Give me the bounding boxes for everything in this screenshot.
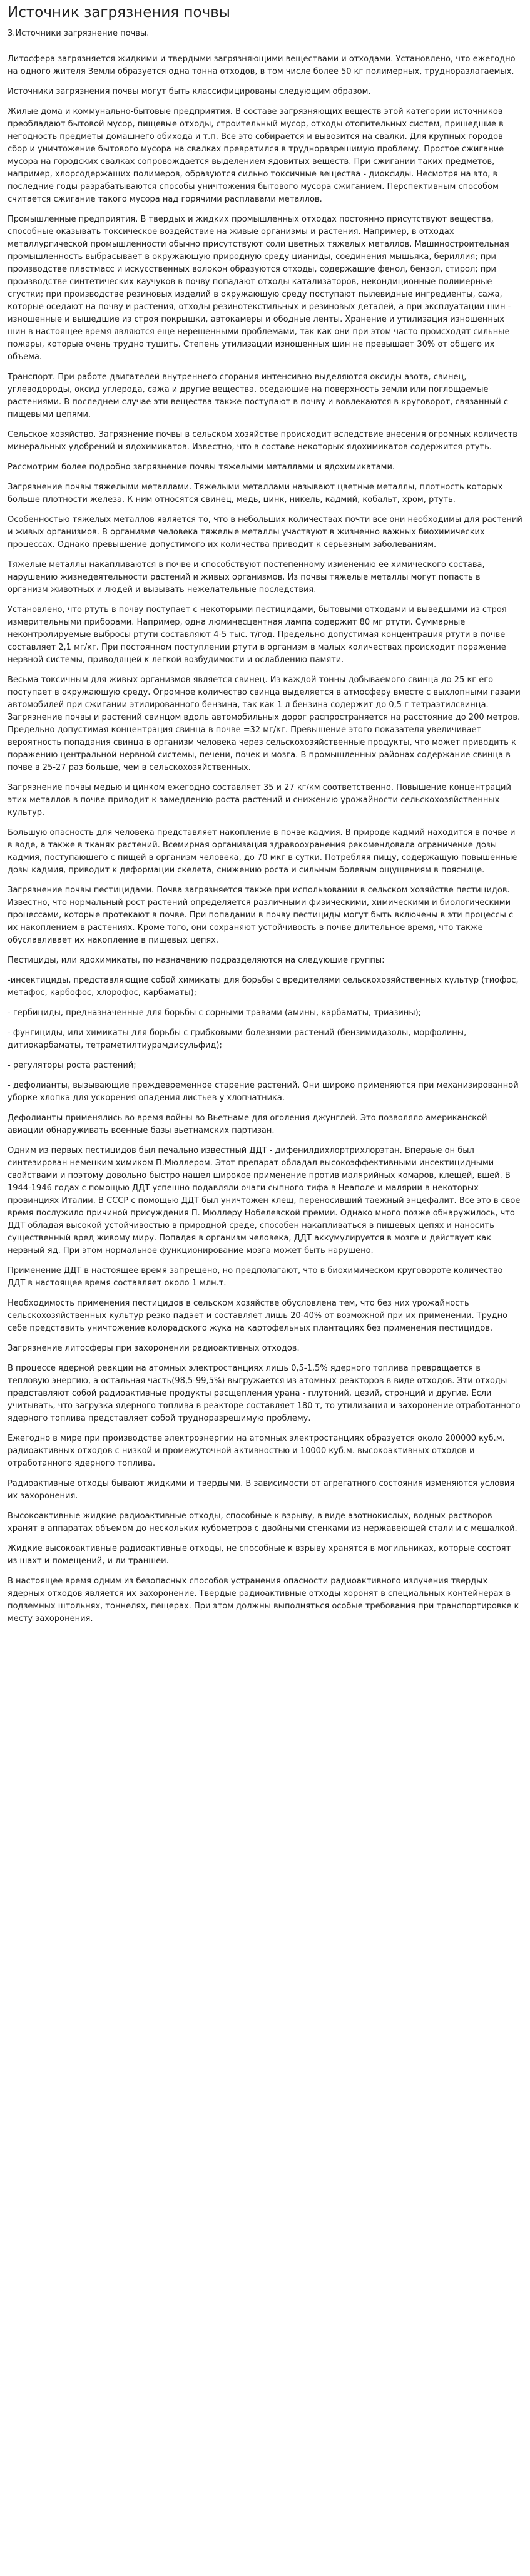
paragraph: Загрязнение литосферы при захоронении радиоактивных отходов. <box>8 1344 300 1353</box>
paragraph: Загрязнение почвы медью и цинком ежегодно составляет 35 и 27 кг/км соответственно. Повышение концентраций этих металлов в почве приводит к замедлению роста растений и снижению урожайности сельскохозяйственных культур. <box>8 783 511 817</box>
paragraph: Загрязнение почвы пестицидами. Почва загрязняется также при использовании в сельском хозяйстве пестицидов. Известно, что нормальный рост растений определяется различными физическими, химическими и биологическими процессами, которые протекают в почве. При попадании в почву пестициды могут быть включены в эти процессы с их накоплением в растениях. Кроме того, они сохраняют устойчивость в почве длительное время, что также обуславливает их накопление в пищевых цепях. <box>8 886 514 945</box>
paragraph: Пестициды, или ядохимикаты, по назначению подразделяются на следующие группы: <box>8 956 385 965</box>
paragraph: Транспорт. При работе двигателей внутреннего сгорания интенсивно выделяются оксиды азота, свинец, углеводороды, оксид углерода, сажа и другие вещества, оседающие на поверхность земли или поглощаемые растениями. В последнем случае эти вещества также поступают в почву и вовлекаются в круговорот, связанный с пищевыми цепями. <box>8 372 508 419</box>
list-item: -инсектициды, представляющие собой химикаты для борьбы с вредителями сельскохозяйственных культур (тиофос, метафос, карбофос, хлорофос, карбаматы); <box>8 976 519 998</box>
paragraph: Сельское хозяйство. Загрязнение почвы в сельском хозяйстве происходит вследствие внесения огромных количеств минеральных удобрений и ядохимикатов. Известно, что в составе некоторых ядохимикатов содержится ртуть. <box>8 430 517 452</box>
paragraph: Дефолианты применялись во время войны во Вьетнаме для оголения джунглей. Это позволяло американской авиации обнаруживать военные базы вьетнамских партизан. <box>8 1113 487 1135</box>
section-subtitle: 3.Источники загрязнение почвы. <box>8 29 150 38</box>
paragraph: В настоящее время одним из безопасных способов устранения опасности радиоактивного излучения твердых ядерных отходов является их захоронение. Твердые радиоактивные отходы хоронят в специальных контейнерах в подземных штольнях, тоннелях, пещерах. При этом должны выполняться особые требования при транспортировке к месту захоронения. <box>8 1577 519 1623</box>
paragraph: Загрязнение почвы тяжелыми металлами. Тяжелыми металлами называют цветные металлы, плотность которых больше плотности железа. К ним относятся свинец, медь, цинк, никель, кадмий, кобальт, хром, ртуть. <box>8 483 503 504</box>
paragraph: Ежегодно в мире при производстве электроэнергии на атомных электростанциях образуется около 200000 куб.м. радиоактивных отходов с низкой и промежуточной активностью и 10000 куб.м. высокоактивных отходов и отработанного ядерного топлива. <box>8 1434 505 1468</box>
paragraph: Жидкие высокоактивные радиоактивные отходы, не способные к взрыву хранятся в могильниках, которые состоят из шахт и помещений, и ли траншеи. <box>8 1544 511 1566</box>
paragraph: Промышленные предприятия. В твердых и жидких промышленных отходах постоянно присутствуют вещества, способные оказывать токсическое воздействие на живые организмы и растения. Например, в отходах металлургической промышленности обычно присутствуют соли цветных тяжелых металлов. Машиностроительная промышленность выбрасывает в окружающую природную среду цианиды, соединения мышьяка, бериллия; при производстве пластмасс и искусственных волокон образуются отходы, содержащие фенол, бензол, стирол; при производстве синтетических каучуков в почву попадают отходы катализаторов, некондиционные полимерные сгустки; при производстве резиновых изделий в окружающую среду поступают пылевидные ингредиенты, сажа, которые оседают на почву и растения, отходы резинотекстильных и резиновых деталей, а при эксплуатации шин - изношенные и вышедшие из строя покрышки, автокамеры и ободные ленты. Хранение и утилизация изношенных шин в настоящее время являются еще нерешенными проблемами, так как они при этом часто происходят сильные пожары, которые очень трудно тушить. Степень утилизации изношенных шин не превышает 30% от общего их объема. <box>8 215 511 362</box>
paragraph: Применение ДДТ в настоящее время запрещено, но предполагают, что в биохимическом круговороте количество ДДТ в настоящее время составляет около 1 млн.т. <box>8 1266 503 1288</box>
paragraph: Тяжелые металлы накапливаются в почве и способствуют постепенному изменению ее химического состава, нарушению жизнедеятельности растений и живых организмов. Из почвы тяжелые металлы могут попасть в организм животных и людей и вызывать нежелательные последствия. <box>8 560 485 595</box>
paragraph: Высокоактивные жидкие радиоактивные отходы, способные к взрыву, в виде азотнокислых, водных растворов хранят в аппаратах объемом до нескольких кубометров с двойными стенками из нержавеющей стали и с мешалкой. <box>8 1511 517 1533</box>
paragraph: Одним из первых пестицидов был печально известный ДДТ - дифенилдихлортрихлорэтан. Впервые он был синтезирован немецким химиком П.Мюллером. Этот препарат обладал высокоэффективными инсектицидными свойствами и поэтому довольно быстро нашел широкое применение против малярийных комаров, клещей, вшей. В 1944-1946 годах с помощью ДДТ успешно подавляли очаги сыпного тифа в Неаполе и малярии в некоторых провинциях Италии. В СССР с помощью ДДТ был уничтожен клещ, переносивший таежный энцефалит. Все это в свое время послужило причиной присуждения П. Мюллеру Нобелевской премии. Однако много позже обнаружилось, что ДДТ обладая высокой устойчивостью в природной среде, способен накапливаться в пищевых цепях и наносить существенный вред живому миру. Попадая в организм человека, ДДТ аккумулируется в мозге и действует как нервный яд. При этом нормальное функционирование мозга может быть нарушено. <box>8 1146 521 1255</box>
paragraph: Установлено, что ртуть в почву поступает с некоторыми пестицидами, бытовыми отходами и выведшими из строя измерительными приборами. Например, одна люминесцентная лампа содержит 80 мг ртути. Суммарные неконтролируемые выбросы ртути составляют 4-5 тыс. т/год. Предельно допустимая концентрация ртути в почве составляет 2,1 мг/кг. При постоянном поступлении ртути в организм в малых количествах происходит поражение нервной системы, приводящей к легкой возбудимости и ослаблению памяти. <box>8 605 507 665</box>
paragraph: Большую опасность для человека представляет накопление в почве кадмия. В природе кадмий находится в почве и в воде, а также в тканях растений. Всемирная организация здравоохранения рекомендовала ограничение дозы кадмия, поступающего с пищей в организм человека, до 70 мкг в сутки. Потребляя пищу, содержащую повышенные дозы кадмия, приводит к деформации скелета, снижению роста и сильным болевым ощущениям в пояснице. <box>8 828 517 875</box>
paragraph: Особенностью тяжелых металлов является то, что в небольших количествах почти все они необходимы для растений и живых организмов. В организме человека тяжелые металлы участвуют в жизненно важных биохимических процессах. Однако превышение допустимого их количества приводит к серьезным заболеваниям. <box>8 515 522 549</box>
list-item: - дефолианты, вызывающие преждевременное старение растений. Они широко применяются при механизированной уборке хлопка для ускорения опадения листьев у хлопчатника. <box>8 1081 519 1103</box>
page-title: Источник загрязнения почвы <box>8 4 522 24</box>
paragraph: Весьма токсичным для живых организмов является свинец. Из каждой тонны добываемого свинца до 25 кг его поступает в окружающую среду. Огромное количество свинца выделяется в атмосферу вместе с выхлопными газами автомобилей при сжигании этилированного бензина, так как 1 л бензина содержит до 0,5 г тетраэтилсвинца. Загрязнение почвы и растений свинцом вдоль автомобильных дорог распространяется на расстояние до 200 метров. Предельно допустимая концентрация свинца в почве =32 мг/кг. Превышение этого показателя увеличивает вероятность попадания свинца в организм человека через сельскохозяйственные продукты, что может приводить к поражению центральной нервной системы, печени, почек и мозга. В промышленных районах содержание свинца в почве в 25-27 раз больше, чем в сельскохозяйственных. <box>8 675 521 772</box>
list-item: - регуляторы роста растений; <box>8 1061 136 1070</box>
paragraph: В процессе ядерной реакции на атомных электростанциях лишь 0,5-1,5% ядерного топлива превращается в тепловую энергию, а остальная часть(98,5-99,5%) выгружается из атомных реакторов в виде отходов. Эти отходы представляют собой радиоактивные продукты расщепления урана - плутоний, цезий, стронций и другие. Если учитывать, что загрузка ядерного топлива в реакторе составляет 180 т, то утилизация и захоронение отработанного ядерного топлива представляет собой трудноразрешимую проблему. <box>8 1364 521 1423</box>
list-item: - фунгициды, или химикаты для борьбы с грибковыми болезнями растений (бензимидазолы, морфолины, дитиокарбаматы, тетраметилтиурамдисульфид); <box>8 1028 467 1050</box>
paragraph: Необходимость применения пестицидов в сельском хозяйстве обусловлена тем, что без них урожайность сельскохозяйственных культур резко падает и составляет лишь 20-40% от возможной при их применении. Трудно себе представить уничтожение колорадского жука на картофельных плантациях без применения пестицидов. <box>8 1299 508 1333</box>
paragraph: Радиоактивные отходы бывают жидкими и твердыми. В зависимости от агрегатного состояния изменяются условия их захоронения. <box>8 1479 515 1501</box>
paragraph: Литосфера загрязняется жидкими и твердыми загрязняющими веществами и отходами. Установлено, что ежегодно на одного жителя Земли образуется одна тонна отходов, в том числе более 50 кг полимерных, трудноразлагаемых. <box>8 54 516 76</box>
paragraph: Источники загрязнения почвы могут быть классифицированы следующим образом. <box>8 87 371 96</box>
list-item: - гербициды, предназначенные для борьбы с сорными травами (амины, карбаматы, триазины); <box>8 1008 422 1018</box>
paragraph: Жилые дома и коммунально-бытовые предприятия. В составе загрязняющих веществ этой категории источников преобладают бытовой мусор, пищевые отходы, строительный мусор, отходы отопительных систем, пришедшие в негодность предметы домашнего обихода и т.п. Все это собирается и вывозится на свалки. Для крупных городов сбор и уничтожение бытового мусора на свалках превратился в трудноразрешимую проблему. Простое сжигание мусора на городских свалках сопровождается выделением ядовитых веществ. При сжигании таких предметов, например, хлорсодержащих полимеров, образуются сильно токсичные вещества - диоксиды. Несмотря на это, в последние годы разрабатываются способы уничтожения бытового мусора сжиганием. Перспективным способом считается сжигание такого мусора над горячими расплавами металлов. <box>8 107 504 204</box>
paragraph: Рассмотрим более подробно загрязнение почвы тяжелыми металлами и ядохимикатами. <box>8 463 395 472</box>
